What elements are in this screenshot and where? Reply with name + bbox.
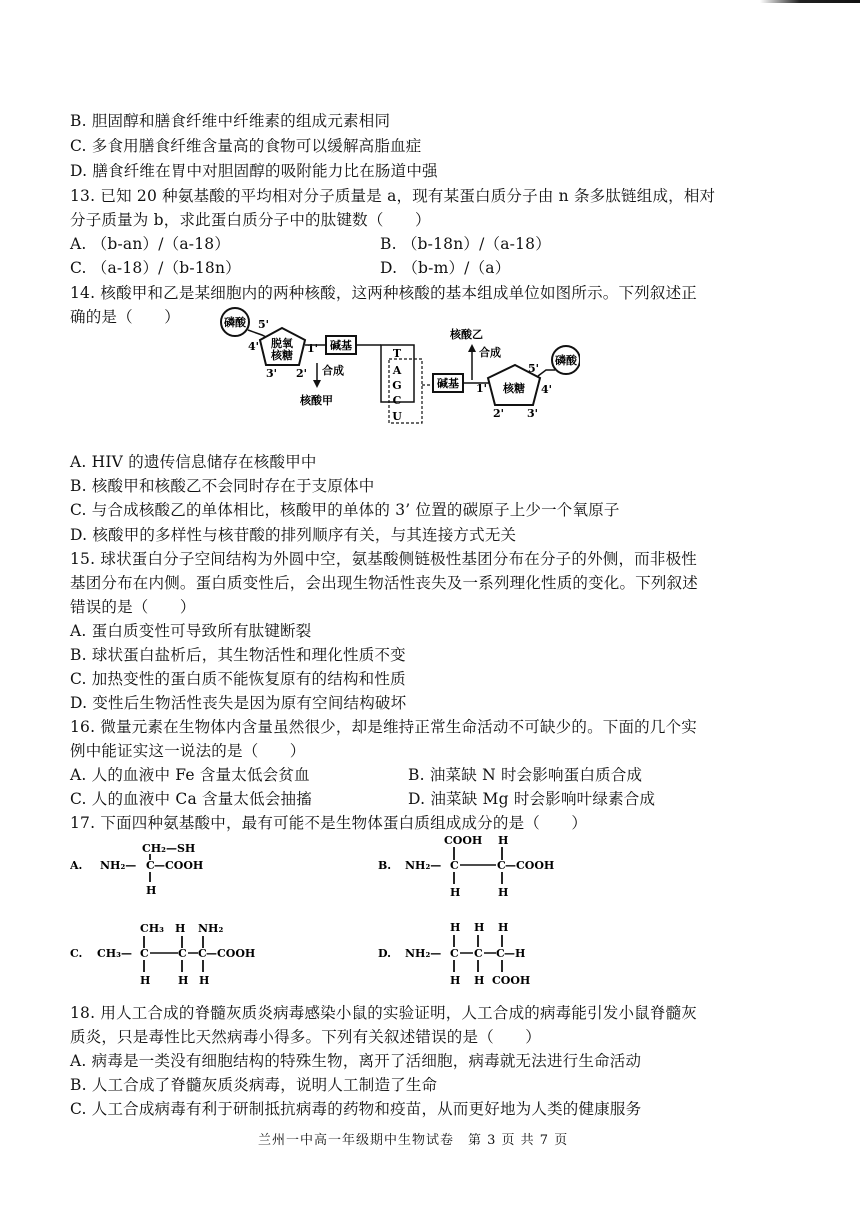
- svg-text:D.: D.: [378, 947, 391, 960]
- q15-stem-line3: 错误的是（ ）: [70, 598, 196, 616]
- svg-text:H: H: [498, 921, 509, 934]
- q18-option-a: A. 病毒是一类没有细胞结构的特殊生物，离开了活细胞，病毒就无法进行生命活动: [70, 1052, 642, 1070]
- amino-acid-d: [378, 920, 578, 990]
- svg-text:碱基: 碱基: [437, 377, 459, 390]
- svg-text:COOH: COOH: [444, 834, 483, 847]
- svg-text:H: H: [450, 974, 461, 987]
- svg-text:2': 2': [296, 367, 308, 380]
- q12-option-b: B. 胆固醇和膳食纤维中纤维素的组成元素相同: [70, 112, 391, 130]
- q12-option-c: C. 多食用膳食纤维含量高的食物可以缓解高脂血症: [70, 137, 422, 155]
- q18-stem-line1: 18. 用人工合成的脊髓灰质炎病毒感染小鼠的实验证明，人工合成的病毒能引发小鼠脊髓灰: [70, 1004, 697, 1022]
- svg-text:3': 3': [266, 367, 278, 380]
- svg-text:4': 4': [541, 383, 553, 396]
- svg-text:C: C: [497, 859, 506, 872]
- svg-text:5': 5': [258, 318, 270, 331]
- q14-stem-line2: 确的是（ ）: [70, 308, 180, 326]
- svg-text:C: C: [140, 947, 149, 960]
- svg-text:核糖: 核糖: [271, 349, 293, 362]
- svg-text:1': 1': [476, 382, 488, 395]
- svg-text:C.: C.: [70, 947, 83, 960]
- svg-text:H: H: [199, 974, 210, 987]
- svg-text:核酸乙: 核酸乙: [450, 328, 483, 341]
- q14-option-a: A. HIV 的遗传信息储存在核酸甲中: [70, 453, 317, 471]
- q14-option-c: C. 与合成核酸乙的单体相比，核酸甲的单体的 3’ 位置的碳原子上少一个氧原子: [70, 501, 620, 519]
- svg-text:核酸甲: 核酸甲: [300, 394, 333, 407]
- svg-text:H: H: [474, 974, 485, 987]
- svg-text:5': 5': [528, 362, 540, 375]
- svg-text:H: H: [498, 886, 509, 899]
- svg-text:B.: B.: [378, 859, 392, 872]
- svg-text:CH₃: CH₃: [140, 922, 164, 935]
- q16-stem-line2: 例中能证实这一说法的是（ ）: [70, 742, 306, 760]
- svg-text:C: C: [450, 859, 459, 872]
- svg-text:2': 2': [493, 407, 505, 420]
- svg-text:H: H: [175, 922, 186, 935]
- svg-text:核糖: 核糖: [503, 382, 525, 395]
- svg-text:C: C: [146, 859, 155, 872]
- svg-text:H: H: [498, 834, 509, 847]
- svg-text:合成: 合成: [479, 346, 501, 359]
- q18-stem-line2: 质炎，只是毒性比天然病毒小得多。下列有关叙述错误的是（ ）: [70, 1028, 542, 1046]
- q13-stem-line2: 分子质量为 b，求此蛋白质分子中的肽键数（ ）: [70, 211, 431, 229]
- svg-text:NH₂—: NH₂—: [100, 859, 137, 872]
- svg-text:C: C: [198, 947, 207, 960]
- q16-option-b: B. 油菜缺 N 时会影响蛋白质合成: [408, 766, 643, 784]
- svg-text:CH₃—: CH₃—: [97, 947, 132, 960]
- svg-text:H: H: [178, 974, 189, 987]
- q15-stem-line1: 15. 球状蛋白分子空间结构为外圆中空，氨基酸侧链极性基团分布在分子的外侧，而非极性: [70, 550, 697, 568]
- svg-text:H: H: [450, 921, 461, 934]
- amino-acid-b: [378, 830, 578, 900]
- svg-text:C: C: [496, 947, 505, 960]
- svg-text:T: T: [392, 347, 402, 360]
- svg-text:碱基: 碱基: [330, 339, 352, 352]
- svg-text:脱氧: 脱氧: [271, 337, 293, 350]
- svg-text:G: G: [392, 379, 402, 392]
- q13-stem-line1: 13. 已知 20 种氨基酸的平均相对分子质量是 a，现有某蛋白质分子由 n 条多肽链组成，相对: [70, 187, 716, 205]
- svg-text:A.: A.: [70, 859, 83, 872]
- q16-stem-line1: 16. 微量元素在生物体内含量虽然很少，却是维持正常生命活动不可缺少的。下面的几个实: [70, 718, 697, 736]
- svg-text:—COOH: —COOH: [505, 859, 555, 872]
- q16-option-a: A. 人的血液中 Fe 含量太低会贫血: [70, 766, 310, 784]
- q12-option-d: D. 膳食纤维在胃中对胆固醇的吸附能力比在肠道中强: [70, 162, 438, 180]
- right-phosphate-label: 磷酸: [555, 354, 577, 367]
- q13-option-b: B. （b-18n）/（a-18）: [380, 235, 551, 253]
- q13-option-d: D. （b-m）/（a）: [380, 259, 511, 277]
- svg-text:H: H: [146, 884, 157, 897]
- svg-text:NH₂: NH₂: [198, 922, 224, 935]
- q13-option-a: A. （b-an）/（a-18）: [70, 235, 231, 253]
- q15-option-d: D. 变性后生物活性丧失是因为原有空间结构破坏: [70, 694, 407, 712]
- svg-text:4': 4': [248, 340, 260, 353]
- q18-option-c: C. 人工合成病毒有利于研制抵抗病毒的药物和疫苗，从而更好地为人类的健康服务: [70, 1100, 642, 1118]
- q15-option-c: C. 加热变性的蛋白质不能恢复原有的结构和性质: [70, 670, 406, 688]
- page-footer: 兰州一中高一年级期中生物试卷 第 3 页 共 7 页: [258, 1133, 569, 1148]
- svg-text:NH₂—: NH₂—: [405, 947, 442, 960]
- scan-edge-mark: [760, 0, 860, 3]
- svg-text:COOH: COOH: [492, 974, 531, 987]
- svg-text:NH₂—: NH₂—: [405, 859, 442, 872]
- q18-option-b: B. 人工合成了脊髓灰质炎病毒，说明人工制造了生命: [70, 1076, 438, 1094]
- svg-text:3': 3': [527, 407, 539, 420]
- svg-text:—COOH: —COOH: [154, 859, 204, 872]
- q15-stem-line2: 基团分布在内侧。蛋白质变性后，会出现生物活性丧失及一系列理化性质的变化。下列叙述: [70, 574, 699, 592]
- q15-option-b: B. 球状蛋白盐析后，其生物活性和理化性质不变: [70, 646, 406, 664]
- amino-acid-c: [70, 922, 290, 987]
- q16-option-c: C. 人的血液中 Ca 含量太低会抽搐: [70, 790, 312, 808]
- q14-stem-line1: 14. 核酸甲和乙是某细胞内的两种核酸，这两种核酸的基本组成单位如图所示。下列叙述正: [70, 284, 697, 302]
- svg-text:—H: —H: [504, 947, 526, 960]
- q14-option-b: B. 核酸甲和核酸乙不会同时存在于支原体中: [70, 477, 375, 495]
- q15-option-a: A. 蛋白质变性可导致所有肽键断裂: [70, 622, 312, 640]
- svg-text:C: C: [450, 947, 459, 960]
- svg-text:C: C: [392, 394, 402, 407]
- q13-option-c: C. （a-18）/（b-18n）: [70, 259, 241, 277]
- svg-text:C: C: [474, 947, 483, 960]
- svg-text:U: U: [392, 410, 402, 423]
- left-phosphate-label: 磷酸: [224, 316, 246, 329]
- svg-text:A: A: [392, 364, 402, 377]
- svg-text:—COOH: —COOH: [206, 947, 256, 960]
- svg-text:合成: 合成: [322, 364, 344, 377]
- svg-text:H: H: [474, 921, 485, 934]
- svg-text:H: H: [450, 886, 461, 899]
- q17-stem: 17. 下面四种氨基酸中，最有可能不是生物体蛋白质组成成分的是（ ）: [70, 814, 588, 832]
- amino-acid-a: [70, 840, 270, 905]
- svg-text:CH₂—SH: CH₂—SH: [142, 842, 196, 855]
- q14-option-d: D. 核酸甲的多样性与核苷酸的排列顺序有关，与其连接方式无关: [70, 526, 517, 544]
- svg-text:H: H: [140, 974, 151, 987]
- q16-option-d: D. 油菜缺 Mg 时会影响叶绿素合成: [408, 790, 656, 808]
- nucleotide-diagram: [210, 300, 580, 435]
- svg-text:C: C: [178, 947, 187, 960]
- svg-text:1': 1': [307, 342, 319, 355]
